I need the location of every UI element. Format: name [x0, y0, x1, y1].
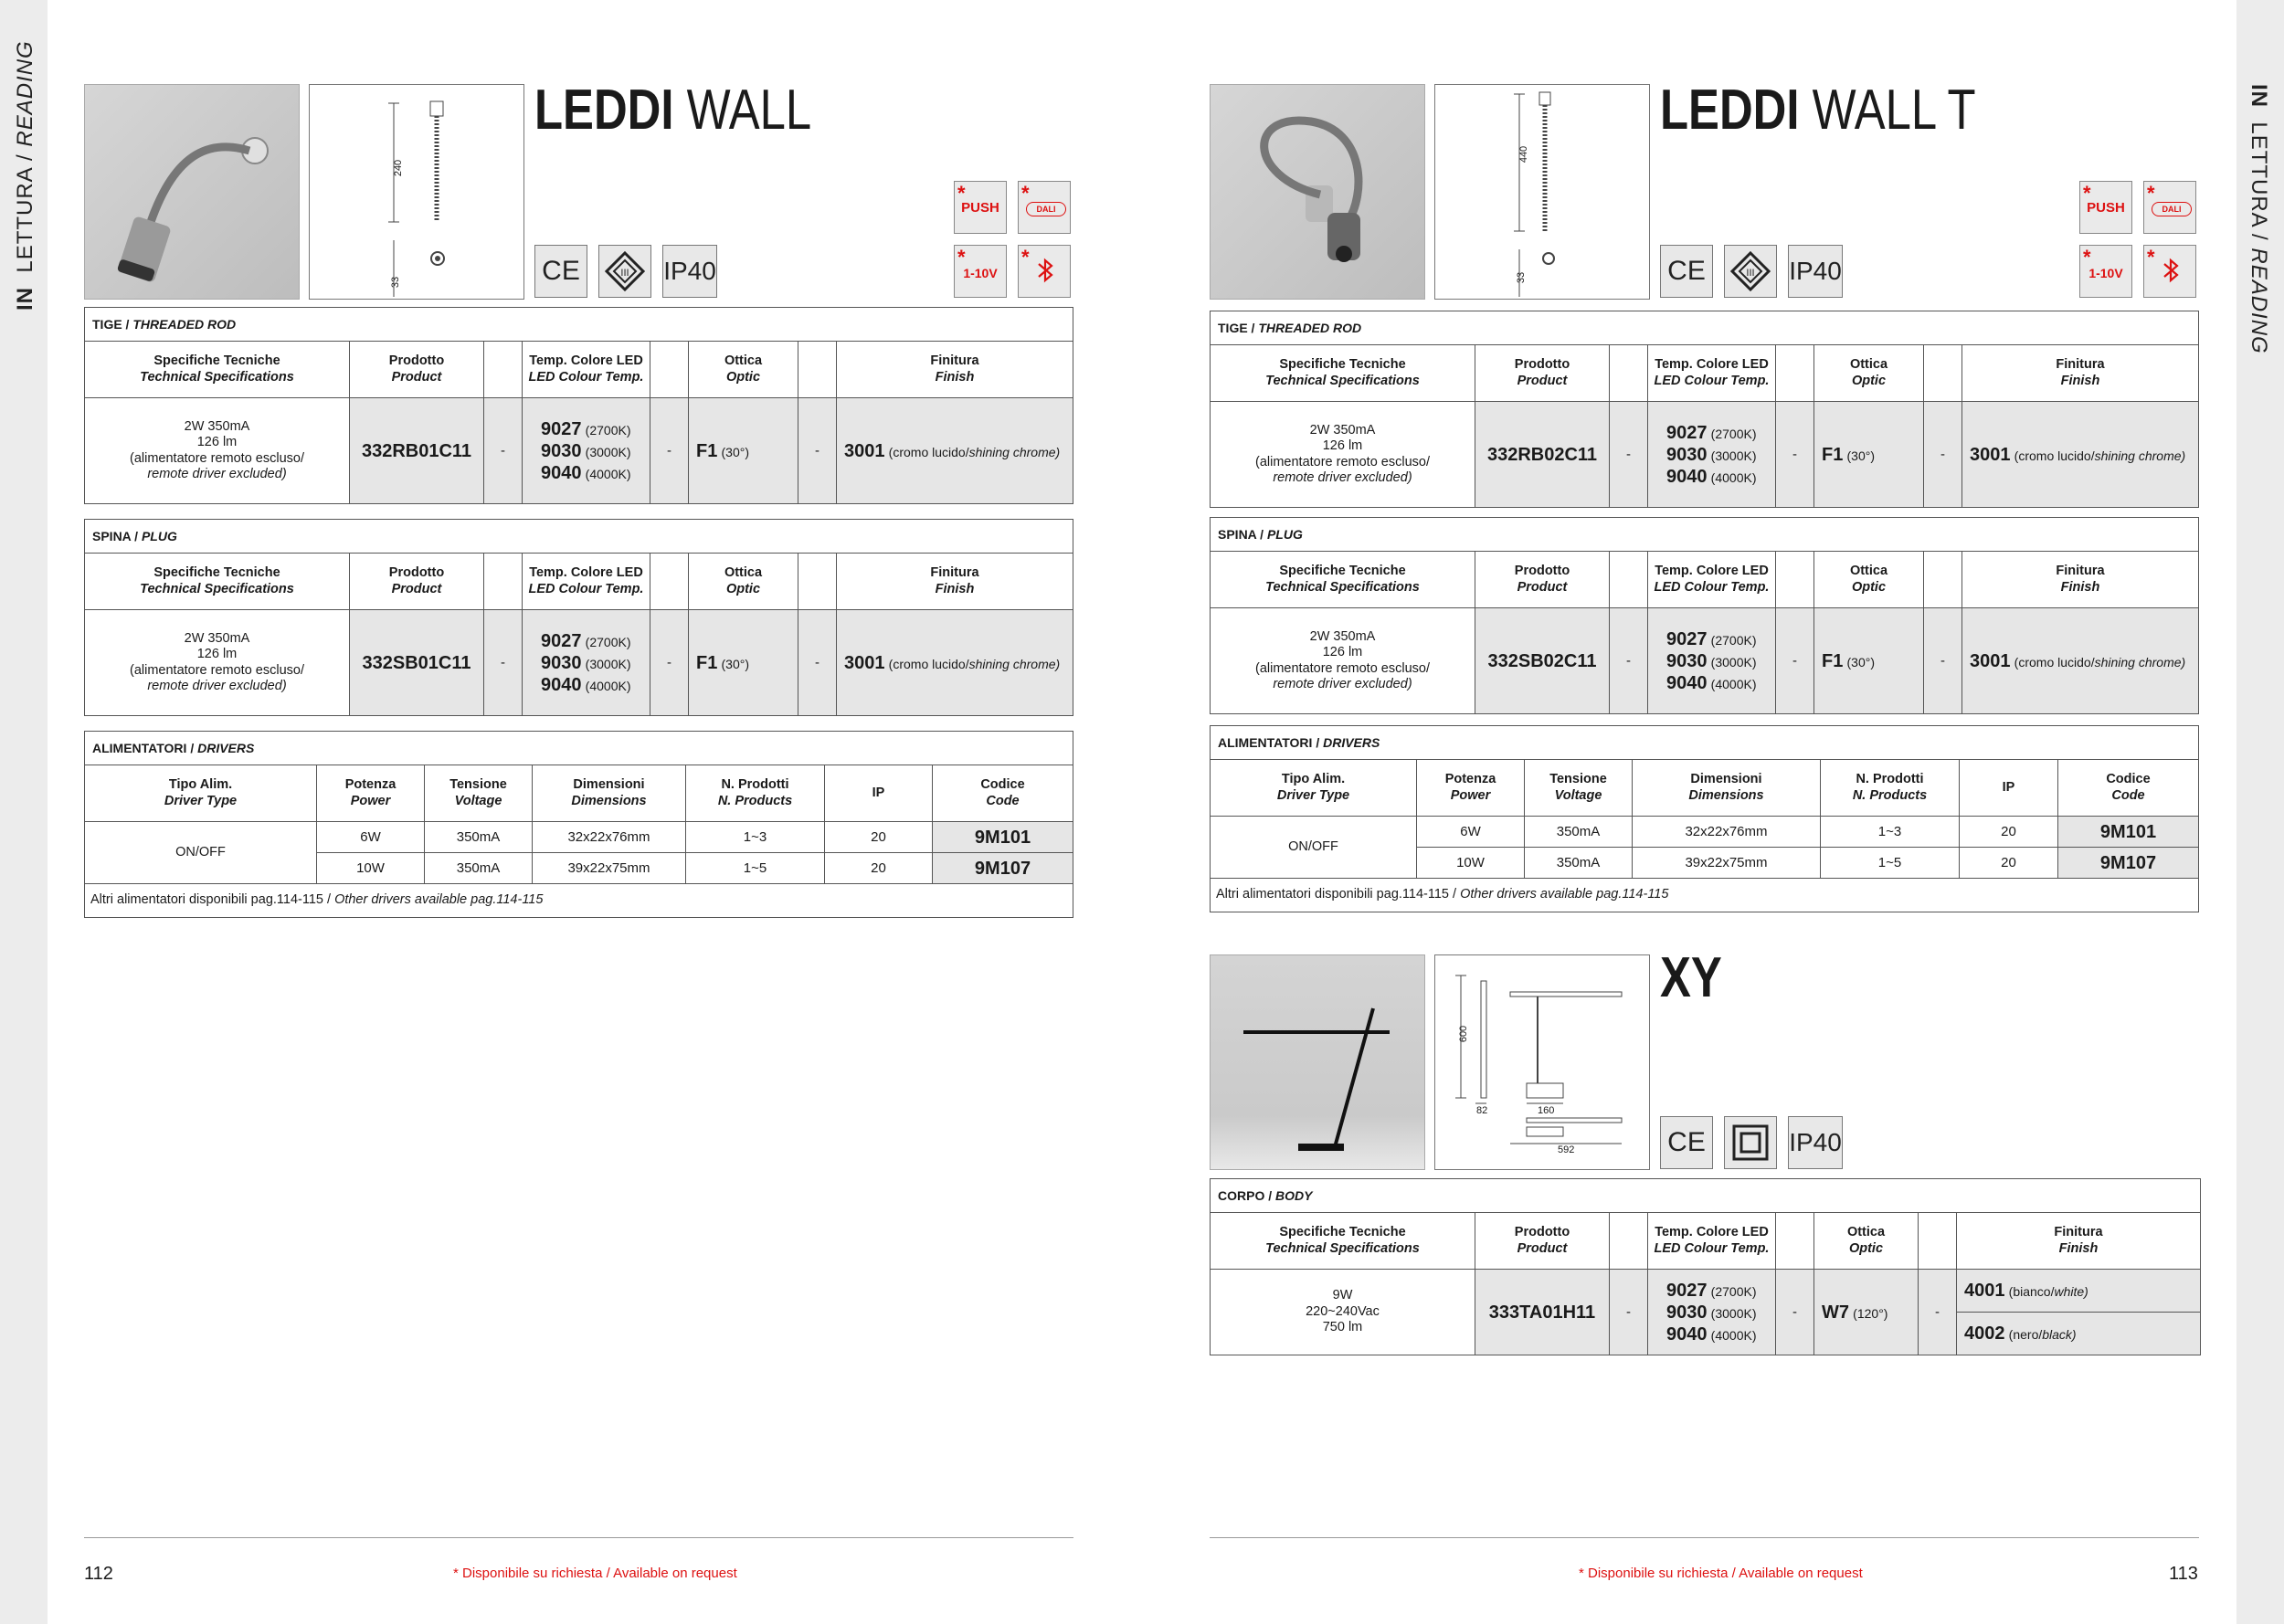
section-header: TIGE / THREADED ROD	[1211, 311, 2199, 345]
xy-drawing	[1434, 954, 1650, 1170]
leddi-wall-tige-table: TIGE / THREADED ROD Specifiche Tecniche Technical Specifications Prodotto Product Temp. Colore LED LED Colour Temp. Ottica Optic Finitura Finish 2W 350mA 126 lm (alimentatore remoto escluso/ remote driver excluded) 332RB01C11 - 9027 (2700K) 9030 (3000K) 9040 (4000K) - F1 (30°) - 3001 (cromo lucido/shining chrome)	[84, 307, 1073, 504]
driver-code: 9M101	[2058, 817, 2199, 848]
lamp-photo-illustration	[1211, 955, 1424, 1169]
availability-note-right: * Disponibile su richiesta / Available on request	[1579, 1566, 1863, 1581]
section-header: SPINA / PLUG	[85, 520, 1073, 554]
lamp-photo-illustration	[85, 85, 299, 299]
product-title-leddi-wall-t: LEDDI WALL T	[1660, 79, 1976, 142]
svg-text:III: III	[1746, 268, 1755, 279]
class-iii-icon	[598, 245, 651, 298]
footer-rule-left	[84, 1537, 1073, 1538]
1-10v-control-icon: * 1-10V	[954, 245, 1007, 298]
driver-code: 9M101	[933, 822, 1073, 853]
product-code: 332RB02C11	[1475, 402, 1610, 508]
product-code: 332SB01C11	[350, 610, 484, 716]
product-code: 333TA01H11	[1475, 1270, 1610, 1355]
dim-height-label: 440	[1518, 145, 1530, 163]
section-header: CORPO / BODY	[1211, 1179, 2201, 1213]
leddi-wall-t-spina-table: SPINA / PLUG Specifiche Tecniche Technical Specifications Prodotto Product Temp. Colore LED LED Colour Temp. Ottica Optic Finitura Finish 2W 350mA 126 lm (alimentatore remoto escluso/ remote driver excluded) 332SB02C11 - 9027 (2700K) 9030 (3000K) 9040 (4000K) - F1 (30°) - 3001 (cromo lucido/shining chrome)	[1210, 517, 2199, 714]
push-control-icon: * PUSH	[2079, 181, 2132, 234]
ce-mark-icon: CE	[1660, 245, 1713, 298]
product-code: 332SB02C11	[1475, 608, 1610, 714]
leddi-wall-photo	[84, 84, 300, 300]
availability-note-left: * Disponibile su richiesta / Available on request	[453, 1566, 737, 1581]
ce-mark-icon: CE	[534, 245, 587, 298]
driver-code: 9M107	[2058, 848, 2199, 879]
product-title-xy: XY	[1660, 946, 1722, 1009]
page-number-right: 113	[2169, 1564, 2198, 1584]
ip40-badge: IP40	[1788, 245, 1843, 298]
dim-height-label: 600	[1458, 1025, 1470, 1043]
svg-text:III: III	[620, 268, 629, 279]
leddi-wall-t-photo	[1210, 84, 1425, 300]
driver-code: 9M107	[933, 853, 1073, 884]
ip40-badge: IP40	[1788, 1116, 1843, 1169]
leddi-wall-drawing	[309, 84, 524, 300]
bluetooth-control-icon: *	[1018, 245, 1071, 298]
section-header: ALIMENTATORI / DRIVERS	[85, 732, 1073, 765]
section-header: SPINA / PLUG	[1211, 518, 2199, 552]
section-header: TIGE / THREADED ROD	[85, 308, 1073, 342]
1-10v-control-icon: * 1-10V	[2079, 245, 2132, 298]
dim-width-label: 160	[1538, 1105, 1555, 1116]
dim-depth-label: 33	[1516, 271, 1528, 284]
section-header: ALIMENTATORI / DRIVERS	[1211, 726, 2199, 760]
right-sidebar-label: IN LETTURA / READING	[2247, 84, 2271, 354]
leddi-wall-drivers-table: ALIMENTATORI / DRIVERS Tipo Alim. Driver Type Potenza Power Tensione Voltage Dimensioni Dimensions N. Prodotti N. Products IP Codice Code ON/OFF 6W 350mA 32x22x76mm 1~3 20 9M101 10W 350mA 39x22x75mm 1~5 20 9M107 Altri alimentatori disponibili pag.114-115 / Other drivers available pag.114-115	[84, 731, 1073, 918]
dali-control-icon: * DALI	[2143, 181, 2196, 234]
class-ii-icon	[1724, 1116, 1777, 1169]
ce-mark-icon: CE	[1660, 1116, 1713, 1169]
push-control-icon: * PUSH	[954, 181, 1007, 234]
leddi-wall-t-drawing	[1434, 84, 1650, 300]
footer-rule-right	[1210, 1537, 2199, 1538]
lamp-photo-illustration	[1211, 85, 1424, 299]
class-iii-icon	[1724, 245, 1777, 298]
xy-photo	[1210, 954, 1425, 1170]
leddi-wall-spina-table: SPINA / PLUG Specifiche Tecniche Technical Specifications Prodotto Product Temp. Colore LED LED Colour Temp. Ottica Optic Finitura Finish 2W 350mA 126 lm (alimentatore remoto escluso/ remote driver excluded) 332SB01C11 - 9027 (2700K) 9030 (3000K) 9040 (4000K) - F1 (30°) - 3001 (cromo lucido/shining chrome)	[84, 519, 1073, 716]
product-title-leddi-wall: LEDDI WALL	[534, 79, 812, 142]
product-code: 332RB01C11	[350, 398, 484, 504]
bluetooth-control-icon: *	[2143, 245, 2196, 298]
leddi-wall-t-tige-table: TIGE / THREADED ROD Specifiche Tecniche Technical Specifications Prodotto Product Temp. Colore LED LED Colour Temp. Ottica Optic Finitura Finish 2W 350mA 126 lm (alimentatore remoto escluso/ remote driver excluded) 332RB02C11 - 9027 (2700K) 9030 (3000K) 9040 (4000K) - F1 (30°) - 3001 (cromo lucido/shining chrome)	[1210, 311, 2199, 508]
dim-depth-label: 33	[390, 276, 402, 289]
page-number-left: 112	[84, 1564, 113, 1584]
left-sidebar-label: IN LETTURA / READING	[13, 40, 37, 311]
dim-length-label: 592	[1558, 1144, 1575, 1155]
dim-base-label: 82	[1476, 1105, 1488, 1116]
ip40-badge: IP40	[662, 245, 717, 298]
xy-corpo-table: CORPO / BODY Specifiche Tecniche Technical Specifications Prodotto Product Temp. Colore LED LED Colour Temp. Ottica Optic Finitura Finish 9W 220~240Vac 750 lm 333TA01H11 - 9027 (2700K) 9030 (3000K) 9040 (4000K) - W7 (120°) - 4001 (bianco/white) 4002 (nero/black)	[1210, 1178, 2201, 1355]
dim-height-label: 240	[393, 159, 405, 177]
leddi-wall-t-drivers-table: ALIMENTATORI / DRIVERS Tipo Alim. Driver Type Potenza Power Tensione Voltage Dimensioni Dimensions N. Prodotti N. Products IP Codice Code ON/OFF 6W 350mA 32x22x76mm 1~3 20 9M101 10W 350mA 39x22x75mm 1~5 20 9M107 Altri alimentatori disponibili pag.114-115 / Other drivers available pag.114-115	[1210, 725, 2199, 912]
dali-control-icon: * DALI	[1018, 181, 1071, 234]
